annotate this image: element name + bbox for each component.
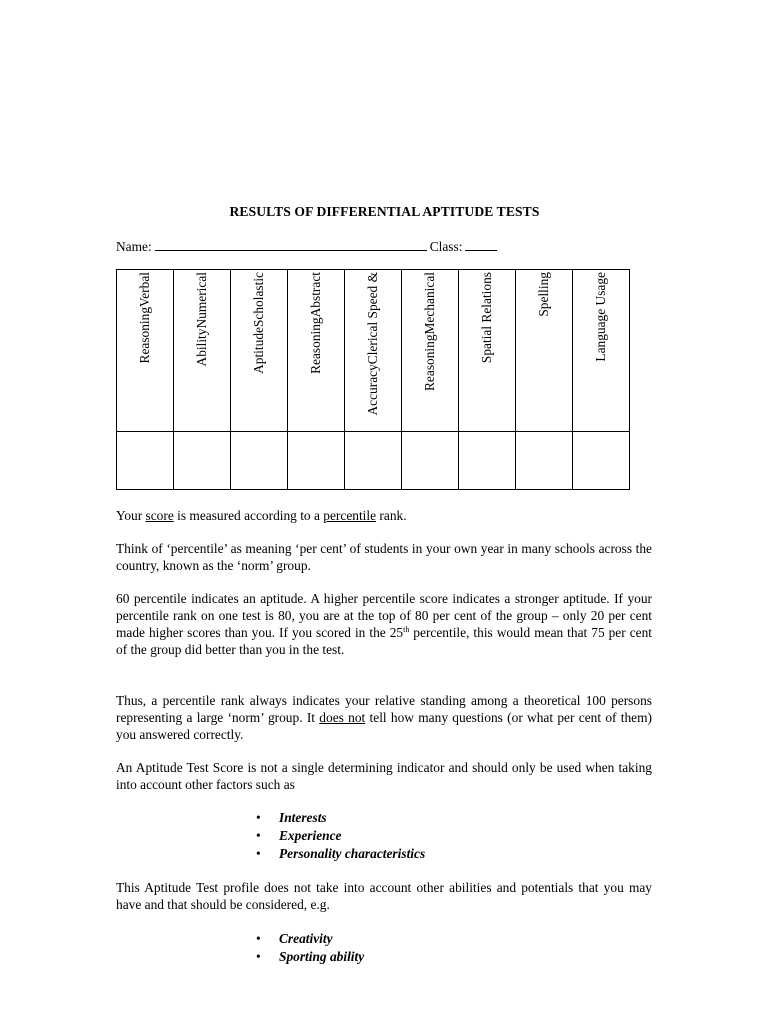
list-item-text: Interests bbox=[279, 810, 327, 825]
list-item-text: Personality characteristics bbox=[279, 846, 426, 861]
column-header-spatial-relations: Spatial Relations bbox=[479, 272, 494, 364]
name-label: Name: bbox=[116, 239, 152, 254]
class-blank[interactable] bbox=[465, 238, 497, 251]
table-header-cell bbox=[402, 270, 459, 432]
score-cell-scholastic-aptitude[interactable] bbox=[231, 432, 288, 490]
column-header-numerical-ability: AbilityNumerical bbox=[194, 272, 209, 367]
column-header-abstract-reasoning: ReasoningAbstract bbox=[308, 272, 323, 374]
score-cell-spatial-relations[interactable] bbox=[459, 432, 516, 490]
table-header-cell bbox=[573, 270, 630, 432]
ordinal-suffix: th bbox=[403, 625, 410, 634]
bullet-icon: • bbox=[256, 846, 261, 861]
text-segment: Your bbox=[116, 508, 146, 523]
score-cell-abstract-reasoning[interactable] bbox=[288, 432, 345, 490]
score-cell-numerical-ability[interactable] bbox=[174, 432, 231, 490]
list-item bbox=[256, 827, 425, 845]
table-header-cell bbox=[231, 270, 288, 432]
other-abilities-paragraph: This Aptitude Test profile does not take into account other abilities and potentials that you may have and that should be considered, e.g. bbox=[116, 880, 652, 912]
bullet-icon: • bbox=[256, 828, 261, 843]
table-score-row bbox=[117, 432, 630, 490]
table-header-row bbox=[117, 270, 630, 432]
percentile-term: percentile bbox=[323, 508, 377, 523]
list-item bbox=[256, 948, 364, 966]
table-header-cell bbox=[516, 270, 573, 432]
score-cell-clerical-speed-accuracy[interactable] bbox=[345, 432, 402, 490]
list-item-text: Experience bbox=[279, 828, 342, 843]
column-header-spelling: Spelling bbox=[536, 272, 551, 317]
bullet-icon: • bbox=[256, 810, 261, 825]
abilities-list bbox=[256, 930, 364, 966]
does-not-emphasis: does not bbox=[319, 710, 366, 725]
other-factors-paragraph: An Aptitude Test Score is not a single determining indicator and should only be used when taking into account other factors such as bbox=[116, 760, 652, 792]
text-segment: percentile, this would mean that 75 per cent of the group did better than you in the test. bbox=[116, 625, 652, 657]
list-item bbox=[256, 845, 425, 863]
column-header-language-usage: Language Usage bbox=[593, 272, 608, 362]
table-header-cell bbox=[345, 270, 402, 432]
score-cell-mechanical-reasoning[interactable] bbox=[402, 432, 459, 490]
list-item bbox=[256, 930, 364, 948]
score-cell-spelling[interactable] bbox=[516, 432, 573, 490]
text-segment: tell how many questions (or what per cent of them) you answered correctly. bbox=[116, 710, 652, 742]
column-header-scholastic-aptitude: AptitudeScholastic bbox=[251, 272, 266, 374]
column-header-mechanical-reasoning: ReasoningMechanical bbox=[422, 272, 437, 391]
percentile-example-paragraph bbox=[116, 590, 652, 658]
bullet-icon: • bbox=[256, 931, 261, 946]
text-segment: Thus, a percentile rank always indicates your relative standing among a theoretical 100 persons representing a large ‘norm’ group. It bbox=[116, 693, 652, 725]
name-class-line bbox=[116, 238, 653, 255]
text-segment: 60 percentile indicates an aptitude. A higher percentile score indicates a stronger aptitude. If your percentile rank on one test is 80, you are at the top of 80 per cent of the group – only 20 per cent made higher scores than you. If you scored in the 25 bbox=[116, 591, 652, 640]
list-item-text: Creativity bbox=[279, 931, 333, 946]
table-header-cell bbox=[117, 270, 174, 432]
text-segment: is measured according to a bbox=[173, 508, 324, 523]
column-header-verbal-reasoning: ReasoningVerbal bbox=[137, 272, 152, 364]
score-explanation-paragraph bbox=[116, 507, 652, 524]
bullet-icon: • bbox=[256, 949, 261, 964]
factors-list bbox=[256, 809, 425, 863]
document-page bbox=[116, 0, 653, 1024]
score-cell-language-usage[interactable] bbox=[573, 432, 630, 490]
aptitude-results-table bbox=[116, 269, 630, 490]
class-label: Class: bbox=[429, 239, 463, 254]
text-segment: rank. bbox=[376, 508, 407, 523]
score-term: score bbox=[145, 508, 174, 523]
document-title: RESULTS OF DIFFERENTIAL APTITUDE TESTS bbox=[229, 204, 540, 219]
table-header-cell bbox=[174, 270, 231, 432]
name-blank[interactable] bbox=[155, 238, 427, 251]
list-item-text: Sporting ability bbox=[279, 949, 365, 964]
table-header-cell bbox=[288, 270, 345, 432]
percentile-meaning-paragraph: Think of ‘percentile’ as meaning ‘per cent’ of students in your own year in many schools across the country, known as the ‘norm’ group. bbox=[116, 541, 652, 573]
score-cell-verbal-reasoning[interactable] bbox=[117, 432, 174, 490]
column-header-clerical-speed-accuracy: AccuracyClerical Speed & bbox=[365, 272, 380, 416]
relative-standing-paragraph bbox=[116, 692, 652, 743]
table-header-cell bbox=[459, 270, 516, 432]
list-item bbox=[256, 809, 425, 827]
